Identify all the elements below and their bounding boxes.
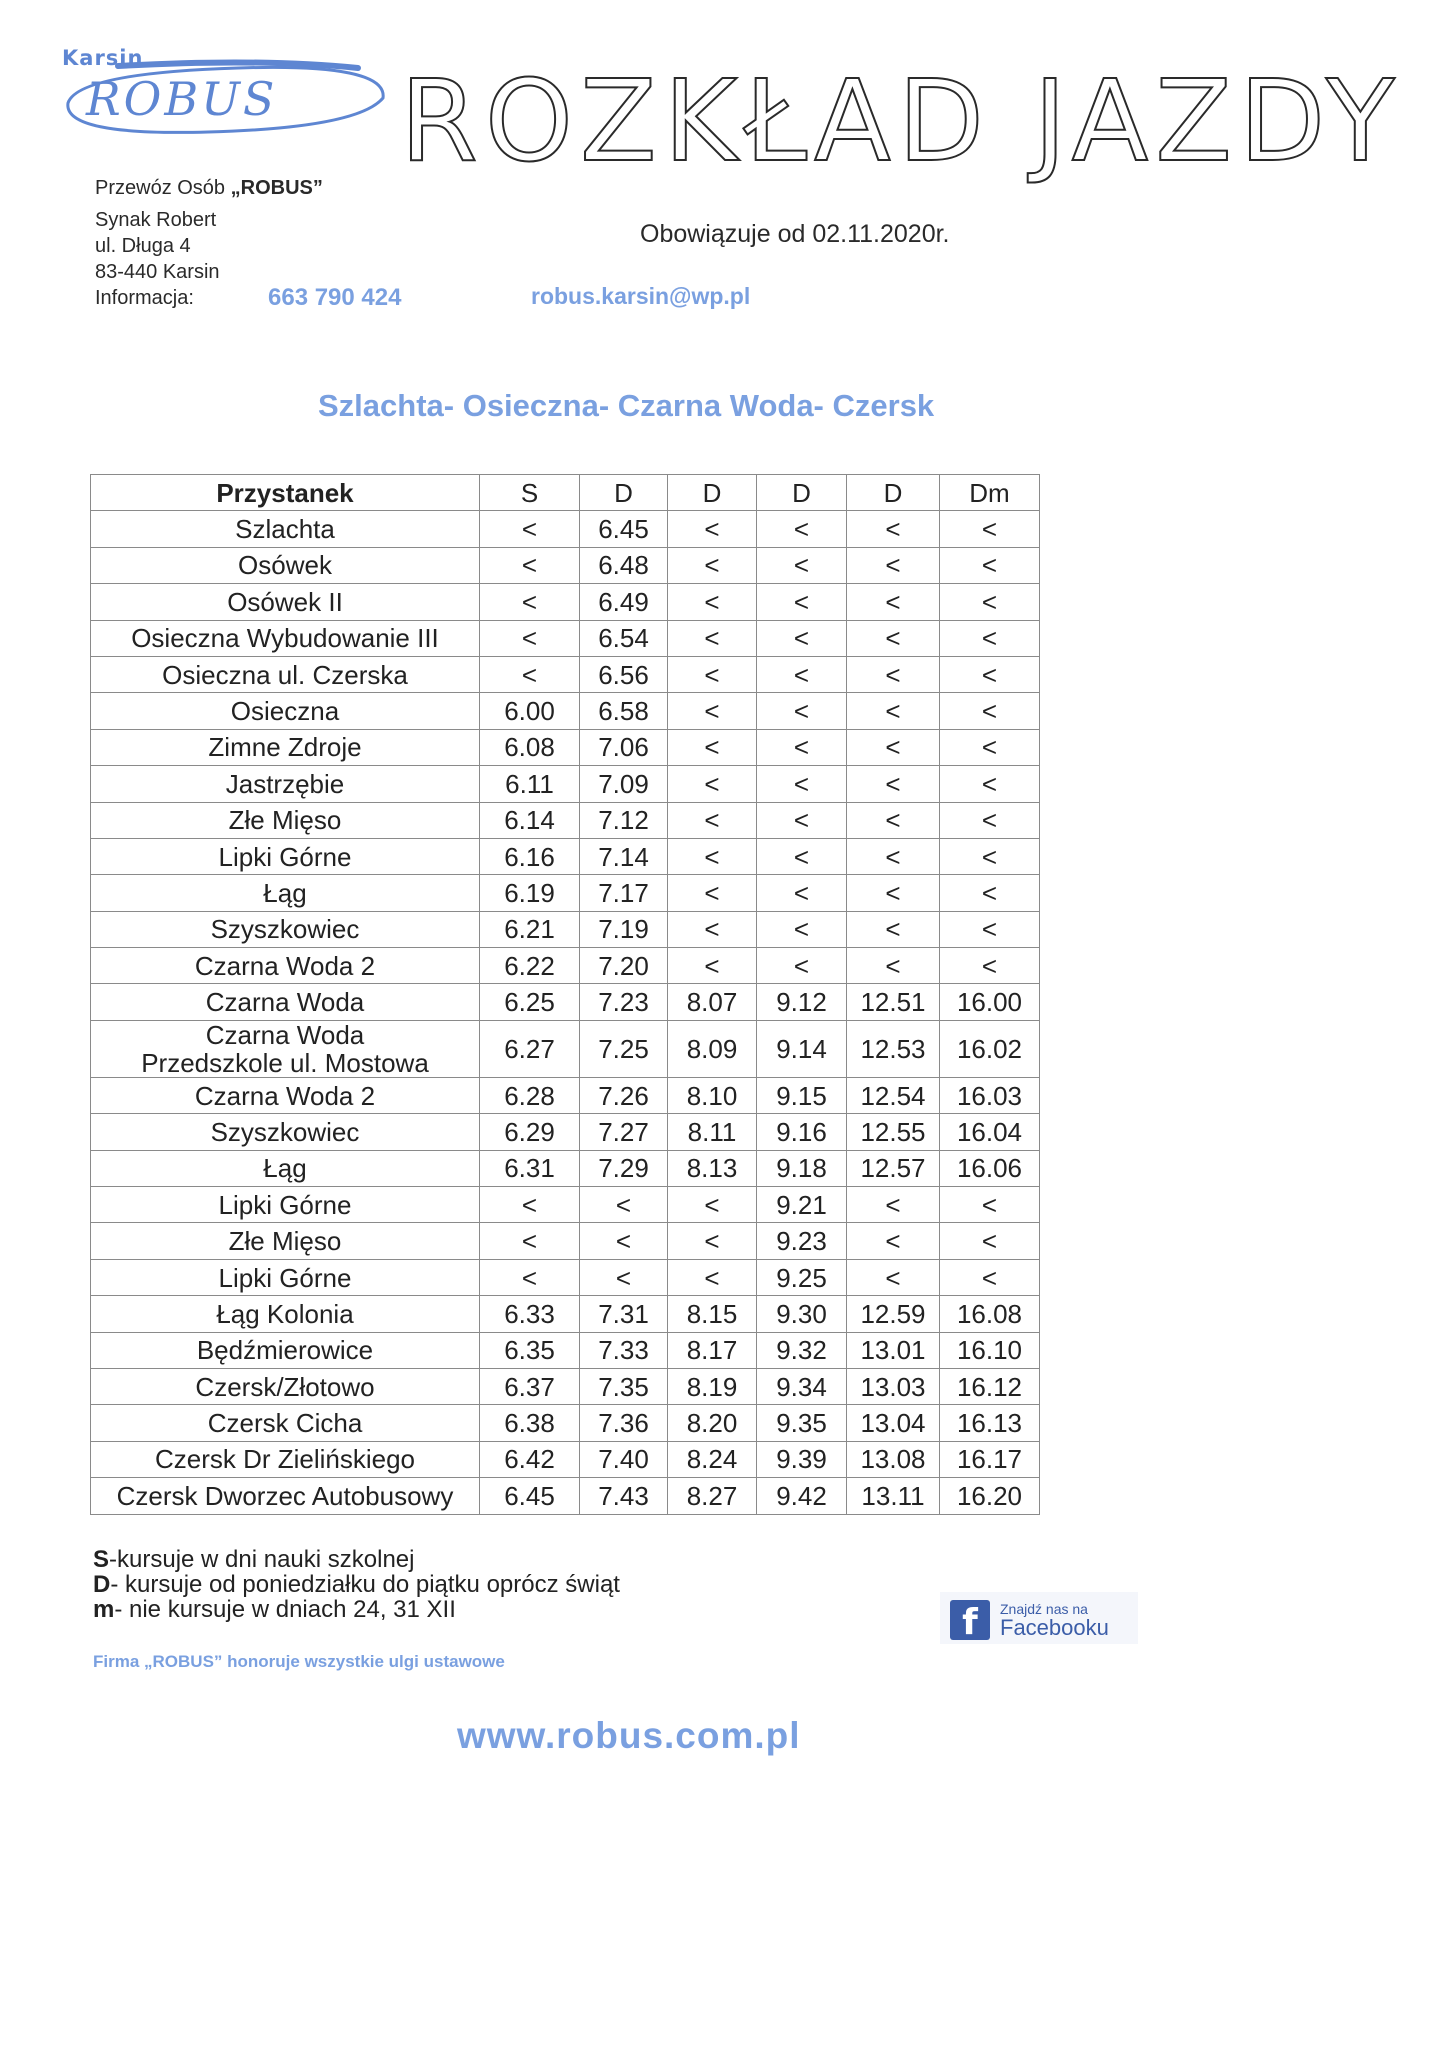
departure-time: < xyxy=(580,1187,668,1223)
departure-time: < xyxy=(940,511,1040,547)
stop-name-line2: Przedszkole ul. Mostowa xyxy=(141,1047,429,1078)
departure-time: < xyxy=(940,1223,1040,1259)
stop-name: Złe Mięso xyxy=(91,1223,480,1259)
stop-name: Czersk Dworzec Autobusowy xyxy=(91,1478,480,1514)
table-row xyxy=(91,875,1040,911)
stop-name: Osówek xyxy=(91,547,480,583)
departure-time: < xyxy=(668,766,757,802)
departure-time: 13.08 xyxy=(847,1441,940,1477)
table-row xyxy=(91,838,1040,874)
departure-time: < xyxy=(757,802,847,838)
table-row xyxy=(91,547,1040,583)
departure-time: < xyxy=(940,948,1040,984)
company-city: 83-440 Karsin xyxy=(95,261,220,283)
departure-time: < xyxy=(847,693,940,729)
departure-time: 9.34 xyxy=(757,1368,847,1404)
table-row xyxy=(91,1296,1040,1332)
departure-time: 7.09 xyxy=(580,766,668,802)
departure-time: 6.45 xyxy=(580,511,668,547)
departure-time: 16.08 xyxy=(940,1296,1040,1332)
departure-time: < xyxy=(668,729,757,765)
table-row xyxy=(91,729,1040,765)
stop-name: Szyszkowiec xyxy=(91,1114,480,1150)
departure-time: 12.57 xyxy=(847,1150,940,1186)
departure-time: 12.59 xyxy=(847,1296,940,1332)
departure-time: 6.25 xyxy=(480,984,580,1020)
table-row xyxy=(91,1478,1040,1514)
discount-note: Firma „ROBUS” honoruje wszystkie ulgi ustawowe xyxy=(93,1652,505,1671)
departure-time: 16.13 xyxy=(940,1405,1040,1441)
route-title: Szlachta- Osieczna- Czarna Woda- Czersk xyxy=(318,388,935,423)
departure-time: 6.38 xyxy=(480,1405,580,1441)
departure-time: < xyxy=(668,1187,757,1223)
departure-time: 6.33 xyxy=(480,1296,580,1332)
stop-name: Łąg xyxy=(91,875,480,911)
departure-time: 6.08 xyxy=(480,729,580,765)
departure-time: 6.29 xyxy=(480,1114,580,1150)
website-link[interactable]: www.robus.com.pl xyxy=(457,1715,801,1756)
table-row xyxy=(91,911,1040,947)
departure-time: 6.14 xyxy=(480,802,580,838)
table-row xyxy=(91,1332,1040,1368)
legend-s-key: S xyxy=(93,1546,110,1573)
departure-time: 16.20 xyxy=(940,1478,1040,1514)
stop-name: Zimne Zdroje xyxy=(91,729,480,765)
table-row xyxy=(91,1405,1040,1441)
departure-time: 8.27 xyxy=(668,1478,757,1514)
table-row xyxy=(91,1020,1040,1077)
stop-name: Lipki Górne xyxy=(91,1259,480,1295)
table-row xyxy=(91,948,1040,984)
departure-time: < xyxy=(668,511,757,547)
departure-time: 16.02 xyxy=(940,1020,1040,1077)
table-row xyxy=(91,1150,1040,1186)
departure-time: < xyxy=(940,693,1040,729)
departure-time: 12.51 xyxy=(847,984,940,1020)
table-row xyxy=(91,1441,1040,1477)
table-row xyxy=(91,656,1040,692)
header-stop: Przystanek xyxy=(91,475,480,511)
departure-time: < xyxy=(668,547,757,583)
departure-time: < xyxy=(480,620,580,656)
departure-time: < xyxy=(940,729,1040,765)
departure-time: 7.36 xyxy=(580,1405,668,1441)
departure-time: < xyxy=(940,1259,1040,1295)
departure-time: 9.15 xyxy=(757,1077,847,1113)
departure-time: < xyxy=(847,511,940,547)
departure-time: 7.17 xyxy=(580,875,668,911)
stop-name: Łąg xyxy=(91,1150,480,1186)
departure-time: 6.31 xyxy=(480,1150,580,1186)
stop-name: Czarna Woda 2 xyxy=(91,1077,480,1113)
table-row xyxy=(91,1187,1040,1223)
table-row xyxy=(91,511,1040,547)
departure-time: < xyxy=(668,1259,757,1295)
departure-time: 8.17 xyxy=(668,1332,757,1368)
departure-time: 6.48 xyxy=(580,547,668,583)
departure-time: < xyxy=(847,729,940,765)
departure-time: 9.23 xyxy=(757,1223,847,1259)
departure-time: < xyxy=(940,584,1040,620)
departure-time: < xyxy=(940,766,1040,802)
departure-time: < xyxy=(480,584,580,620)
departure-time: 6.37 xyxy=(480,1368,580,1404)
departure-time: 8.13 xyxy=(668,1150,757,1186)
departure-time: 8.07 xyxy=(668,984,757,1020)
departure-time: 13.03 xyxy=(847,1368,940,1404)
logo-brand: ROBUS xyxy=(86,72,278,126)
departure-time: 9.18 xyxy=(757,1150,847,1186)
departure-time: 6.28 xyxy=(480,1077,580,1113)
table-row xyxy=(91,1114,1040,1150)
departure-time: 9.21 xyxy=(757,1187,847,1223)
stop-name: Jastrzębie xyxy=(91,766,480,802)
departure-time: 9.25 xyxy=(757,1259,847,1295)
departure-time: 13.01 xyxy=(847,1332,940,1368)
departure-time: < xyxy=(847,948,940,984)
departure-time: 6.27 xyxy=(480,1020,580,1077)
departure-time: < xyxy=(668,620,757,656)
stop-name: Będźmierowice xyxy=(91,1332,480,1368)
departure-time: 7.19 xyxy=(580,911,668,947)
departure-time: < xyxy=(847,1187,940,1223)
stop-name-lines xyxy=(91,1021,479,1077)
info-label: Informacja: xyxy=(95,287,194,309)
departure-time: 16.12 xyxy=(940,1368,1040,1404)
legend-m-key: m xyxy=(93,1596,115,1623)
departure-time: 8.09 xyxy=(668,1020,757,1077)
departure-time: < xyxy=(757,729,847,765)
departure-time: 9.14 xyxy=(757,1020,847,1077)
departure-time: 16.17 xyxy=(940,1441,1040,1477)
table-row xyxy=(91,1259,1040,1295)
departure-time: 6.35 xyxy=(480,1332,580,1368)
departure-time: < xyxy=(847,766,940,802)
header-course: S xyxy=(480,475,580,511)
facebook-small-text: Znajdź nas na xyxy=(1000,1601,1088,1617)
departure-time: 6.19 xyxy=(480,875,580,911)
table-row xyxy=(91,802,1040,838)
legend-m-text: - nie kursuje w dniach 24, 31 XII xyxy=(114,1596,456,1623)
departure-time: < xyxy=(480,547,580,583)
departure-time: < xyxy=(940,1187,1040,1223)
departure-time: < xyxy=(668,875,757,911)
departure-time: < xyxy=(668,911,757,947)
departure-time: < xyxy=(940,656,1040,692)
departure-time: < xyxy=(757,948,847,984)
legend-s xyxy=(93,1547,415,1572)
table-row xyxy=(91,1223,1040,1259)
departure-time: < xyxy=(847,547,940,583)
departure-time: < xyxy=(847,656,940,692)
departure-time: 9.35 xyxy=(757,1405,847,1441)
departure-time: 6.54 xyxy=(580,620,668,656)
facebook-link[interactable]: Facebooku xyxy=(1000,1615,1109,1640)
departure-time: < xyxy=(668,693,757,729)
timetable-header-row xyxy=(91,475,1040,511)
departure-time: 7.23 xyxy=(580,984,668,1020)
departure-time: 16.06 xyxy=(940,1150,1040,1186)
departure-time: 13.11 xyxy=(847,1478,940,1514)
company-name xyxy=(95,175,323,201)
email-address: robus.karsin@wp.pl xyxy=(531,283,751,309)
departure-time: 9.39 xyxy=(757,1441,847,1477)
departure-time: 7.27 xyxy=(580,1114,668,1150)
departure-time: 7.26 xyxy=(580,1077,668,1113)
departure-time: < xyxy=(847,620,940,656)
legend-s-text: -kursuje w dni nauki szkolnej xyxy=(109,1546,415,1573)
departure-time: < xyxy=(668,584,757,620)
legend-d-text: - kursuje od poniedziałku do piątku oprócz świąt xyxy=(110,1571,620,1598)
departure-time: 6.00 xyxy=(480,693,580,729)
departure-time: 12.54 xyxy=(847,1077,940,1113)
departure-time: < xyxy=(847,911,940,947)
departure-time: 9.42 xyxy=(757,1478,847,1514)
departure-time: 16.03 xyxy=(940,1077,1040,1113)
header-course: D xyxy=(580,475,668,511)
stop-name: Złe Mięso xyxy=(91,802,480,838)
timetable xyxy=(90,474,1040,1515)
departure-time: < xyxy=(668,838,757,874)
departure-time: 7.33 xyxy=(580,1332,668,1368)
departure-time: < xyxy=(757,656,847,692)
departure-time: 6.11 xyxy=(480,766,580,802)
stop-name: Czarna Woda 2 xyxy=(91,948,480,984)
table-row xyxy=(91,1077,1040,1113)
header-course: D xyxy=(668,475,757,511)
departure-time: < xyxy=(668,656,757,692)
departure-time: < xyxy=(757,766,847,802)
departure-time: < xyxy=(940,911,1040,947)
stop-name: Lipki Górne xyxy=(91,1187,480,1223)
company-owner: Synak Robert xyxy=(95,209,217,231)
header-course: D xyxy=(847,475,940,511)
departure-time: < xyxy=(940,547,1040,583)
departure-time: < xyxy=(668,1223,757,1259)
departure-time: < xyxy=(847,875,940,911)
departure-time: < xyxy=(480,1187,580,1223)
departure-time: 16.00 xyxy=(940,984,1040,1020)
departure-time: 8.11 xyxy=(668,1114,757,1150)
departure-time: 8.19 xyxy=(668,1368,757,1404)
timetable-body xyxy=(91,511,1040,1514)
departure-time: < xyxy=(940,802,1040,838)
departure-time: < xyxy=(480,656,580,692)
departure-time: < xyxy=(757,547,847,583)
departure-time: < xyxy=(757,693,847,729)
departure-time: 6.16 xyxy=(480,838,580,874)
departure-time: 6.22 xyxy=(480,948,580,984)
table-row xyxy=(91,620,1040,656)
table-row xyxy=(91,584,1040,620)
departure-time: 7.31 xyxy=(580,1296,668,1332)
facebook-icon[interactable]: f xyxy=(950,1600,990,1640)
departure-time: < xyxy=(480,1223,580,1259)
legend-d-key: D xyxy=(93,1571,111,1598)
departure-time: 7.35 xyxy=(580,1368,668,1404)
departure-time: 13.04 xyxy=(847,1405,940,1441)
departure-time: 9.16 xyxy=(757,1114,847,1150)
stop-name: Łąg Kolonia xyxy=(91,1296,480,1332)
departure-time: 16.04 xyxy=(940,1114,1040,1150)
departure-time: < xyxy=(757,511,847,547)
departure-time: 12.55 xyxy=(847,1114,940,1150)
departure-time: < xyxy=(757,620,847,656)
phone-number: 663 790 424 xyxy=(268,284,402,311)
departure-time: 6.42 xyxy=(480,1441,580,1477)
departure-time: 16.10 xyxy=(940,1332,1040,1368)
departure-time: < xyxy=(847,802,940,838)
departure-time: < xyxy=(580,1259,668,1295)
header-course: D xyxy=(757,475,847,511)
departure-time: 6.58 xyxy=(580,693,668,729)
departure-time: 6.49 xyxy=(580,584,668,620)
stop-name: Szlachta xyxy=(91,511,480,547)
departure-time: 7.43 xyxy=(580,1478,668,1514)
departure-time: < xyxy=(580,1223,668,1259)
departure-time: < xyxy=(480,1259,580,1295)
departure-time: < xyxy=(940,875,1040,911)
departure-time: 9.32 xyxy=(757,1332,847,1368)
departure-time: 6.21 xyxy=(480,911,580,947)
departure-time: < xyxy=(757,584,847,620)
header-course: Dm xyxy=(940,475,1040,511)
departure-time: < xyxy=(847,1223,940,1259)
departure-time: < xyxy=(757,875,847,911)
stop-name: Czersk Dr Zielińskiego xyxy=(91,1441,480,1477)
legend-m xyxy=(93,1597,456,1622)
departure-time: < xyxy=(668,948,757,984)
valid-from-date: Obowiązuje od 02.11.2020r. xyxy=(640,220,950,248)
departure-time: 7.06 xyxy=(580,729,668,765)
logo-karsin-text: Karsin xyxy=(62,46,144,70)
departure-time: < xyxy=(757,838,847,874)
departure-time: < xyxy=(847,1259,940,1295)
company-street: ul. Długa 4 xyxy=(95,235,191,257)
departure-time: < xyxy=(757,911,847,947)
stop-name: Osieczna xyxy=(91,693,480,729)
stop-name: Szyszkowiec xyxy=(91,911,480,947)
departure-time: 8.10 xyxy=(668,1077,757,1113)
departure-time: 7.25 xyxy=(580,1020,668,1077)
stop-name xyxy=(91,1020,480,1077)
departure-time: < xyxy=(847,584,940,620)
departure-time: < xyxy=(847,838,940,874)
table-row xyxy=(91,984,1040,1020)
departure-time: 7.14 xyxy=(580,838,668,874)
table-row xyxy=(91,766,1040,802)
departure-time: 7.12 xyxy=(580,802,668,838)
stop-name: Osieczna ul. Czerska xyxy=(91,656,480,692)
departure-time: 6.45 xyxy=(480,1478,580,1514)
company-name-brand: „ROBUS” xyxy=(230,177,323,199)
departure-time: < xyxy=(940,620,1040,656)
stop-name: Osieczna Wybudowanie III xyxy=(91,620,480,656)
departure-time: 9.30 xyxy=(757,1296,847,1332)
stop-name: Czarna Woda xyxy=(91,984,480,1020)
departure-time: < xyxy=(668,802,757,838)
departure-time: 8.24 xyxy=(668,1441,757,1477)
departure-time: 8.20 xyxy=(668,1405,757,1441)
stop-name-line1: Czarna Woda xyxy=(205,1020,365,1050)
departure-time: 7.20 xyxy=(580,948,668,984)
stop-name: Czersk Cicha xyxy=(91,1405,480,1441)
departure-time: 7.29 xyxy=(580,1150,668,1186)
legend-d xyxy=(93,1572,620,1597)
stop-name: Osówek II xyxy=(91,584,480,620)
table-row xyxy=(91,1368,1040,1404)
company-name-prefix: Przewóz Osób xyxy=(95,177,226,199)
table-row xyxy=(91,693,1040,729)
stop-name: Czersk/Złotowo xyxy=(91,1368,480,1404)
page-title: ROZKŁAD JAZDY xyxy=(400,57,1402,187)
departure-time: 6.56 xyxy=(580,656,668,692)
departure-time: < xyxy=(940,838,1040,874)
departure-time: 7.40 xyxy=(580,1441,668,1477)
departure-time: 9.12 xyxy=(757,984,847,1020)
departure-time: 12.53 xyxy=(847,1020,940,1077)
stop-name: Lipki Górne xyxy=(91,838,480,874)
departure-time: 8.15 xyxy=(668,1296,757,1332)
departure-time: < xyxy=(480,511,580,547)
